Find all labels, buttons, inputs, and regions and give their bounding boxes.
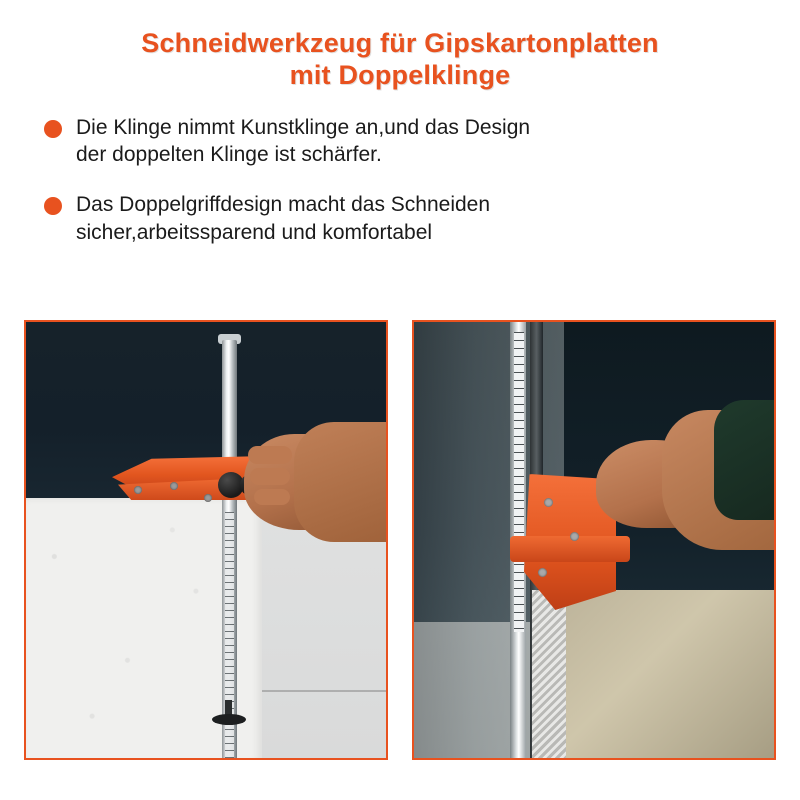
bolt-icon bbox=[544, 498, 553, 507]
cutter-tool bbox=[112, 450, 264, 512]
measuring-scale bbox=[514, 332, 524, 632]
bolt-icon bbox=[570, 532, 579, 541]
page-title bbox=[40, 28, 760, 92]
page-title-line-1: Schneidwerkzeug für Gipskartonplatten bbox=[141, 28, 659, 58]
bullet-dot-icon bbox=[44, 197, 62, 215]
finger bbox=[254, 489, 290, 505]
list-item bbox=[44, 114, 756, 169]
feature-text-1-line-1: Die Klinge nimmt Kunstklinge an,und das Design bbox=[76, 115, 531, 139]
board-cut-edge bbox=[532, 590, 566, 760]
finger bbox=[248, 446, 292, 464]
list-item bbox=[44, 191, 756, 246]
product-photo-right bbox=[412, 320, 776, 760]
feature-text-2-line-2: sicher,arbeitssparend und komfortabel bbox=[76, 220, 433, 244]
bullet-dot-icon bbox=[44, 120, 62, 138]
bolt-icon bbox=[170, 482, 178, 490]
bolt-icon bbox=[134, 486, 142, 494]
product-photo-left bbox=[24, 320, 388, 760]
feature-list bbox=[0, 114, 800, 247]
bolt-icon bbox=[538, 568, 547, 577]
floor-line bbox=[262, 690, 388, 692]
feature-text-1 bbox=[76, 114, 530, 169]
rubber-foot bbox=[212, 714, 246, 725]
page-title-line-2: mit Doppelklinge bbox=[289, 59, 511, 90]
finger bbox=[250, 468, 290, 485]
title-block bbox=[0, 0, 800, 92]
drywall-board bbox=[532, 590, 776, 760]
feature-text-1-line-2: der doppelten Klinge ist schärfer. bbox=[76, 143, 382, 167]
forearm bbox=[294, 422, 388, 542]
feature-text-2 bbox=[76, 191, 490, 246]
bolt-icon bbox=[204, 494, 212, 502]
cutter-base-plate bbox=[510, 536, 630, 562]
sleeve bbox=[714, 400, 776, 520]
feature-text-2-line-1: Das Doppelgriffdesign macht das Schneiden bbox=[76, 193, 491, 217]
photo-gallery bbox=[24, 320, 776, 772]
